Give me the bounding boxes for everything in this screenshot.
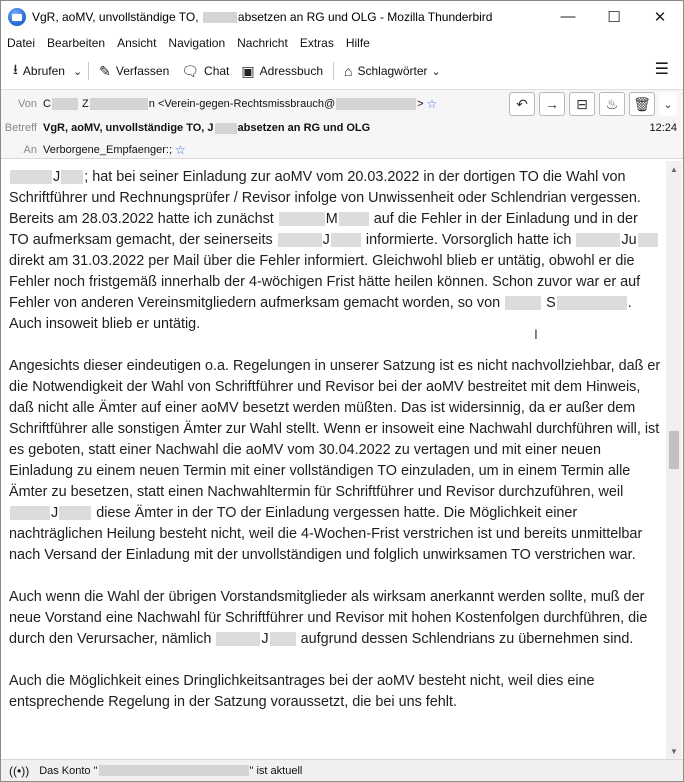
minimize-button[interactable]: —: [560, 8, 576, 25]
chat-button[interactable]: [175, 59, 235, 83]
close-button[interactable]: ✕: [653, 8, 667, 26]
subject-row: [1, 120, 370, 136]
window-title: [32, 10, 492, 24]
chevron-down-icon: ⌄: [431, 65, 441, 78]
from-address-end: >: [417, 97, 424, 110]
thunderbird-icon: [8, 8, 26, 26]
body-text: aufgrund dessen Schlendrians zu übernehmen sind.: [300, 631, 634, 647]
body-text: diese Ämter in der TO der Einladung vergessen hatte. Die Möglichkeit einer nachträglichen Heilung besteht nicht, weil die 4-Wochen-Frist verstrichen ist und bereits unmittelbar nach Versand der Einladung mit der unvollständigen und folglich unwirksamen TO verstrichen war.: [9, 505, 643, 563]
redaction: [505, 296, 541, 310]
scroll-up-arrow-icon[interactable]: ▲: [670, 164, 678, 174]
body-text: Angesichts dieser eindeutigen o.a. Regelungen in unserer Satzung ist es nicht nachvollziehbar, daß er die Notwendigkeit der Wahl von Schriftführer und Revisor bei der aoMV bestreitet mit dem Hinweis, daß nicht alle Ämter auf einer aoMV besetzt werden müßten. Das ist widersinnig, da er außer dem Schriftführer alle sonstigen Ämter zur Wahl stellt. Wenn er insoweit eine Nachwahl durchführen will, ist es geboten, statt einer Nachwahl die aoMV vom 30.04.2022 zu vertagen und mit einer neuen Einladung zu einem neuen Termin mit einer vollständigen TO einzuladen, um in einem Termin alle Ämter zu besetzen, statt einen Nachwahltermin für Schriftführer und Revisor durchzuführen, weil: [9, 358, 661, 500]
from-letter-n: n: [148, 97, 155, 110]
body-text: Auch wenn die Wahl der übrigen Vorstandsmitglieder als wirksam anerkannt werden sollte, muß der neue Vorstand eine Nachwahl für Schriftführer und Revisor mit hohen Kostenfolgen durchführen, die durch den Verursacher, nämlich: [9, 589, 648, 647]
body-text: J: [51, 505, 59, 521]
toolbar-separator: [88, 62, 89, 80]
subject-end: absetzen an RG und OLG: [237, 122, 371, 134]
more-button[interactable]: [659, 92, 677, 116]
redaction: [215, 123, 237, 134]
subject-label: Betreff: [4, 122, 37, 134]
get-mail-button[interactable]: [7, 59, 71, 83]
menu-hilfe[interactable]: Hilfe: [345, 36, 370, 50]
body-text: direkt am 31.03.2022 per Mail über die Fehler informiert. Gleichwohl blieb er untätig, obwohl er die Fehler noch fristgemäß innerhalb der 4-wöchigen Frist hätte heilen können. Schon zuvor war er auf Fehler von anderen Vereinsmitgliedern aufmerksam gemacht worden, so von: [9, 253, 641, 311]
status-text: [39, 765, 302, 777]
tags-label: Schlagwörter: [357, 64, 428, 78]
status-text-end: " ist aktuell: [249, 764, 303, 777]
address-book-button[interactable]: [235, 59, 329, 83]
redaction: [339, 212, 369, 226]
star-icon[interactable]: ☆: [175, 143, 186, 157]
subject-start: VgR, aoMV, unvollständige TO, J: [43, 122, 214, 134]
maximize-button[interactable]: ☐: [607, 8, 621, 26]
body-paragraph: [9, 587, 661, 650]
tags-button[interactable]: [338, 59, 452, 83]
tag-icon: ⌂: [344, 63, 353, 79]
subject-value: [43, 122, 370, 134]
forward-button[interactable]: [539, 92, 565, 116]
address-book-label: Adressbuch: [259, 64, 324, 78]
body-text: informierte. Vorsorglich hatte ich: [365, 232, 572, 248]
chat-bubble-icon: 🗨: [181, 62, 200, 79]
pencil-icon: ✎: [99, 62, 111, 79]
menu-nachricht[interactable]: Nachricht: [237, 36, 288, 50]
status-text-start: Das Konto ": [39, 764, 98, 777]
body-text: Ju: [621, 232, 637, 248]
write-button[interactable]: [93, 59, 175, 83]
chat-label: Chat: [204, 64, 230, 78]
archive-button[interactable]: [569, 92, 595, 116]
redaction: [270, 632, 296, 646]
status-bar: [1, 759, 683, 781]
redaction: [557, 296, 627, 310]
body-scrollbar[interactable]: [666, 161, 682, 759]
redaction: [279, 212, 325, 226]
menu-extras[interactable]: Extras: [299, 36, 334, 50]
body-paragraph: [9, 167, 661, 335]
to-label: An: [23, 144, 37, 156]
get-mail-label: Abrufen: [22, 64, 65, 78]
write-label: Verfassen: [115, 64, 170, 78]
address-book-icon: ▣: [241, 62, 255, 79]
star-icon[interactable]: ☆: [426, 97, 438, 111]
main-toolbar: [1, 56, 683, 86]
reply-icon: ↶: [516, 95, 528, 112]
title-bar: [1, 1, 683, 32]
chevron-down-icon: ⌄: [663, 98, 673, 111]
from-initial-z: Z: [82, 97, 89, 110]
to-value[interactable]: Verborgene_Empfaenger:;: [43, 144, 173, 156]
menu-navigation[interactable]: Navigation: [168, 36, 226, 50]
hamburger-icon[interactable]: ☰: [654, 61, 669, 78]
redaction: [52, 98, 78, 110]
redaction: [90, 98, 148, 110]
window-title-end: absetzen an RG und OLG - Mozilla Thunderbird: [237, 9, 493, 24]
reply-button[interactable]: [509, 92, 535, 116]
body-text: M: [325, 211, 338, 227]
body-text: auf die Fehler in der Einladung und in der TO aufmerksam gemacht, der seinerseits: [9, 211, 638, 248]
online-status-icon[interactable]: ((•)): [9, 763, 30, 778]
delete-button[interactable]: [629, 92, 655, 116]
archive-icon: ⊟: [576, 95, 588, 112]
redaction: [336, 98, 416, 110]
trash-icon: 🗑: [633, 95, 651, 112]
message-header: [1, 89, 683, 159]
body-text: S: [546, 295, 556, 311]
redaction: [216, 632, 260, 646]
message-body: [1, 161, 667, 759]
body-text: ; hat bei seiner Einladung zur aoMV vom 20.03.2022 in der dortigen TO die Wahl von Schriftführer und Rechnungsprüfer / Revisor infolge von Unwissenheit oder Schlendrian vergessen. Bereits am 28.03.2022 hatte ich zunächst: [9, 169, 641, 227]
to-row: [1, 142, 186, 158]
menu-bar: [1, 32, 683, 54]
redaction: [576, 233, 620, 247]
menu-ansicht[interactable]: Ansicht: [117, 36, 157, 50]
toolbar-separator: [333, 62, 334, 80]
chevron-down-icon: ⌄: [72, 65, 83, 78]
body-text: J: [261, 631, 269, 647]
text-cursor-icon: I: [534, 326, 538, 342]
redaction: [59, 506, 91, 520]
redaction: [99, 765, 249, 776]
redaction: [278, 233, 322, 247]
menu-datei[interactable]: Datei: [7, 36, 36, 50]
redaction: [331, 233, 361, 247]
body-text: J: [322, 232, 330, 248]
flame-icon: ♨: [605, 95, 619, 112]
from-initial-c: C: [43, 97, 51, 110]
message-time: 12:24: [649, 122, 677, 134]
body-paragraph: Auch die Möglichkeit eines Dringlichkeitsantrages bei der aoMV besteht nicht, weil dies eine entsprechende Regelung in der Satzung voraussetzt, die bei uns fehlt.: [9, 673, 595, 710]
from-row: [1, 96, 437, 112]
redaction: [10, 506, 50, 520]
redaction: [10, 170, 52, 184]
from-address-start: <Verein-gegen-Rechtsmissbrauch@: [157, 97, 336, 110]
menu-bearbeiten[interactable]: Bearbeiten: [47, 36, 106, 50]
forward-icon: →: [545, 96, 559, 112]
junk-button[interactable]: [599, 92, 625, 116]
body-paragraph: [9, 356, 661, 566]
get-mail-dropdown[interactable]: [71, 59, 84, 83]
window-title-start: VgR, aoMV, unvollständige TO,: [32, 9, 202, 24]
scroll-down-arrow-icon[interactable]: ▼: [670, 746, 678, 756]
scroll-thumb[interactable]: [669, 431, 679, 469]
from-label: Von: [18, 98, 37, 110]
message-actions: [505, 92, 677, 116]
download-icon: ⭳: [13, 61, 18, 77]
redaction: [638, 233, 658, 247]
from-value[interactable]: [43, 98, 424, 110]
redaction: [61, 170, 83, 184]
body-text: . Auch insoweit blieb er untätig.: [9, 295, 632, 332]
redaction: [203, 12, 237, 23]
body-text: J: [53, 169, 61, 185]
